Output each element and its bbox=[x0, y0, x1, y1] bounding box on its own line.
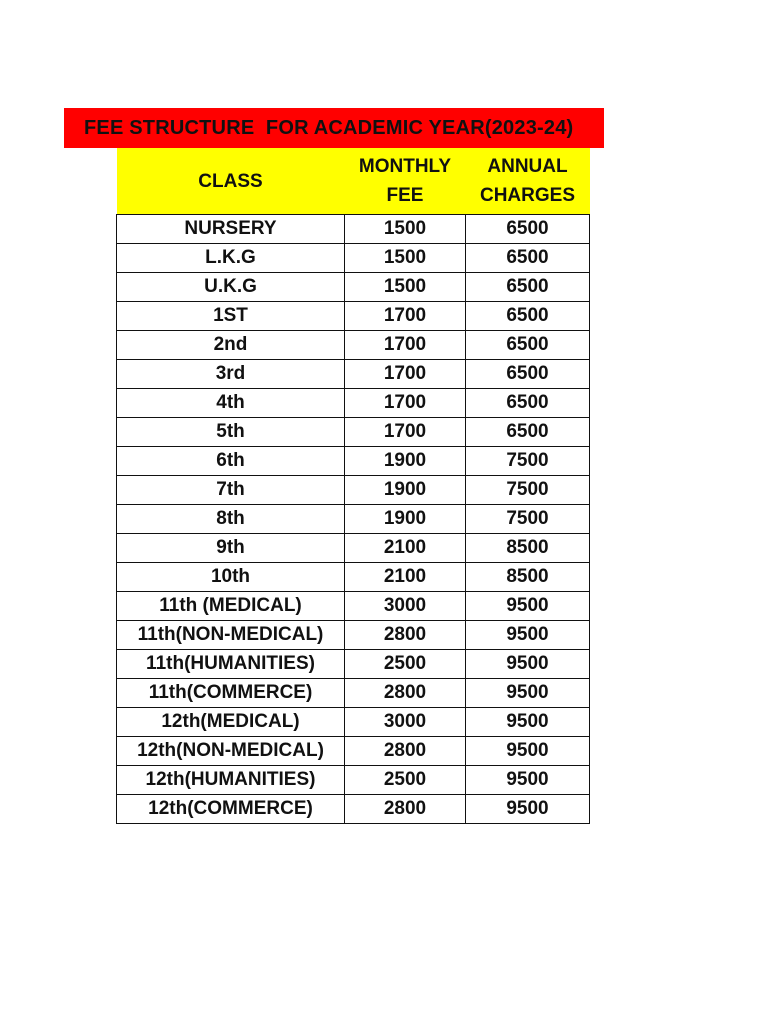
monthly-fee-cell: 1900 bbox=[345, 505, 466, 534]
fee-structure-title: FEE STRUCTURE FOR ACADEMIC YEAR(2023-24) bbox=[64, 108, 604, 148]
monthly-fee-cell: 2800 bbox=[345, 795, 466, 824]
annual-charges-cell: 6500 bbox=[466, 215, 590, 244]
annual-charges-cell: 8500 bbox=[466, 563, 590, 592]
monthly-fee-cell: 1900 bbox=[345, 476, 466, 505]
monthly-fee-cell: 1700 bbox=[345, 389, 466, 418]
class-header-label: CLASS bbox=[198, 170, 263, 192]
fee-table bbox=[116, 148, 590, 824]
table-row bbox=[117, 708, 590, 737]
table-row bbox=[117, 476, 590, 505]
table-row bbox=[117, 331, 590, 360]
class-cell: 3rd bbox=[117, 360, 345, 389]
monthly-fee-cell: 1700 bbox=[345, 302, 466, 331]
class-cell: 11th (MEDICAL) bbox=[117, 592, 345, 621]
monthly-fee-cell: 2100 bbox=[345, 534, 466, 563]
annual-header-line1: ANNUAL bbox=[487, 156, 568, 177]
table-row bbox=[117, 505, 590, 534]
annual-charges-cell: 6500 bbox=[466, 302, 590, 331]
table-row bbox=[117, 737, 590, 766]
table-row bbox=[117, 447, 590, 476]
class-cell: 8th bbox=[117, 505, 345, 534]
class-column-header bbox=[117, 148, 345, 215]
annual-charges-cell: 9500 bbox=[466, 679, 590, 708]
annual-charges-cell: 6500 bbox=[466, 331, 590, 360]
class-cell: 12th(NON-MEDICAL) bbox=[117, 737, 345, 766]
monthly-fee-cell: 1500 bbox=[345, 215, 466, 244]
class-cell: 7th bbox=[117, 476, 345, 505]
class-cell: 6th bbox=[117, 447, 345, 476]
annual-charges-cell: 6500 bbox=[466, 273, 590, 302]
monthly-fee-cell: 2500 bbox=[345, 650, 466, 679]
table-row bbox=[117, 418, 590, 447]
monthly-fee-cell: 2100 bbox=[345, 563, 466, 592]
table-row bbox=[117, 215, 590, 244]
annual-charges-cell: 9500 bbox=[466, 621, 590, 650]
monthly-fee-cell: 3000 bbox=[345, 592, 466, 621]
annual-charges-cell: 9500 bbox=[466, 795, 590, 824]
table-row bbox=[117, 592, 590, 621]
monthly-fee-cell: 1700 bbox=[345, 360, 466, 389]
table-row bbox=[117, 766, 590, 795]
annual-charges-cell: 9500 bbox=[466, 592, 590, 621]
class-cell: 9th bbox=[117, 534, 345, 563]
monthly-fee-cell: 2800 bbox=[345, 679, 466, 708]
monthly-fee-cell: 1900 bbox=[345, 447, 466, 476]
class-cell: 4th bbox=[117, 389, 345, 418]
class-cell: L.K.G bbox=[117, 244, 345, 273]
annual-charges-cell: 7500 bbox=[466, 476, 590, 505]
monthly-fee-cell: 2800 bbox=[345, 621, 466, 650]
monthly-fee-cell: 1700 bbox=[345, 331, 466, 360]
class-cell: 11th(COMMERCE) bbox=[117, 679, 345, 708]
monthly-fee-cell: 2800 bbox=[345, 737, 466, 766]
annual-charges-cell: 8500 bbox=[466, 534, 590, 563]
monthly-fee-cell: 1500 bbox=[345, 244, 466, 273]
table-row bbox=[117, 302, 590, 331]
monthly-fee-cell: 1700 bbox=[345, 418, 466, 447]
annual-charges-cell: 6500 bbox=[466, 360, 590, 389]
header-row bbox=[117, 148, 590, 215]
annual-header-line2: CHARGES bbox=[479, 185, 575, 206]
class-cell: 12th(COMMERCE) bbox=[117, 795, 345, 824]
class-cell: 12th(HUMANITIES) bbox=[117, 766, 345, 795]
table-row bbox=[117, 795, 590, 824]
table-row bbox=[117, 273, 590, 302]
annual-charges-cell: 6500 bbox=[466, 244, 590, 273]
annual-charges-cell: 7500 bbox=[466, 505, 590, 534]
annual-charges-cell: 9500 bbox=[466, 708, 590, 737]
annual-charges-column-header bbox=[466, 148, 590, 215]
class-cell: U.K.G bbox=[117, 273, 345, 302]
table-row bbox=[117, 360, 590, 389]
table-row bbox=[117, 534, 590, 563]
annual-charges-cell: 6500 bbox=[466, 418, 590, 447]
monthly-fee-cell: 1500 bbox=[345, 273, 466, 302]
monthly-header-line1: MONTHLY bbox=[358, 156, 452, 177]
class-cell: 11th(NON-MEDICAL) bbox=[117, 621, 345, 650]
monthly-fee-column-header bbox=[345, 148, 466, 215]
table-row bbox=[117, 563, 590, 592]
class-cell: 10th bbox=[117, 563, 345, 592]
monthly-header-line2: FEE bbox=[386, 185, 424, 206]
class-cell: 1ST bbox=[117, 302, 345, 331]
table-row bbox=[117, 389, 590, 418]
annual-charges-cell: 9500 bbox=[466, 737, 590, 766]
annual-charges-cell: 7500 bbox=[466, 447, 590, 476]
table-row bbox=[117, 650, 590, 679]
class-cell: 5th bbox=[117, 418, 345, 447]
table-row bbox=[117, 679, 590, 708]
annual-charges-cell: 9500 bbox=[466, 650, 590, 679]
class-cell: 11th(HUMANITIES) bbox=[117, 650, 345, 679]
table-row bbox=[117, 244, 590, 273]
annual-charges-cell: 9500 bbox=[466, 766, 590, 795]
fee-table-header bbox=[117, 148, 590, 215]
class-cell: NURSERY bbox=[117, 215, 345, 244]
fee-table-body bbox=[117, 215, 590, 824]
annual-charges-cell: 6500 bbox=[466, 389, 590, 418]
class-cell: 2nd bbox=[117, 331, 345, 360]
table-row bbox=[117, 621, 590, 650]
monthly-fee-cell: 3000 bbox=[345, 708, 466, 737]
class-cell: 12th(MEDICAL) bbox=[117, 708, 345, 737]
monthly-fee-cell: 2500 bbox=[345, 766, 466, 795]
